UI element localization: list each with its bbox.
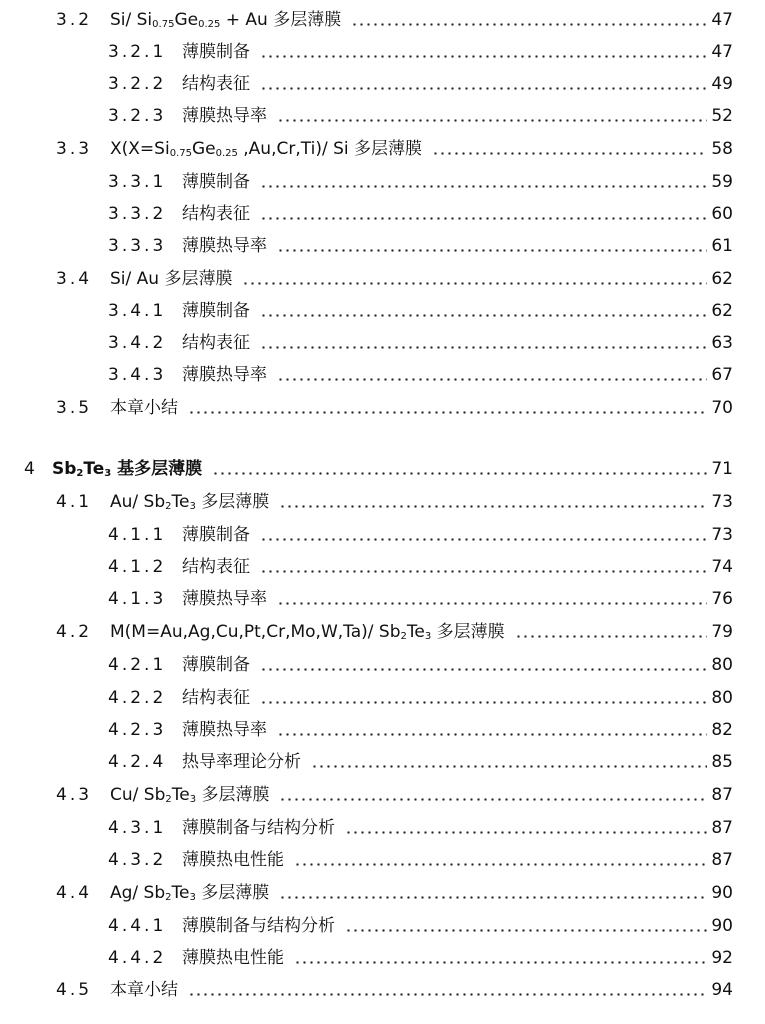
dot-leader <box>188 411 707 414</box>
toc-row[interactable] <box>0 553 765 581</box>
toc-page-number: 71 <box>711 459 733 479</box>
dot-leader <box>294 961 707 964</box>
toc-title: 薄膜制备 <box>182 525 250 545</box>
toc-row[interactable] <box>0 944 765 972</box>
toc-title: $Sb_2Te_3$ 基多层薄膜 <box>52 459 203 479</box>
toc-title: 本章小结 <box>110 398 178 418</box>
toc-page-number: 74 <box>711 557 733 577</box>
dot-leader <box>260 570 707 573</box>
dot-leader <box>311 765 707 768</box>
toc-title: Si/ Au 多层薄膜 <box>110 269 233 289</box>
toc-number: 4.3.2 <box>108 850 167 870</box>
toc-number: 4.2 <box>56 622 93 642</box>
toc-number: 4.2.4 <box>108 752 167 772</box>
toc-title: 薄膜制备 <box>182 655 250 675</box>
toc-page-number: 94 <box>711 980 733 1000</box>
toc-title: 热导率理论分析 <box>182 752 301 772</box>
toc-number: 4.1.3 <box>108 589 167 609</box>
dot-leader <box>188 993 707 996</box>
toc-title: 薄膜热电性能 <box>182 948 284 968</box>
dot-leader <box>277 378 707 381</box>
toc-page-number: 76 <box>711 589 733 609</box>
dot-leader <box>294 863 707 866</box>
toc-page-number: 70 <box>711 398 733 418</box>
toc-number: 3.3 <box>56 139 93 159</box>
toc-page-number: 90 <box>711 916 733 936</box>
toc-row[interactable] <box>0 102 765 130</box>
toc-row[interactable] <box>0 6 765 34</box>
toc-page-number: 82 <box>711 720 733 740</box>
toc-number: 4.3.1 <box>108 818 167 838</box>
toc-page-number: 92 <box>711 948 733 968</box>
toc-title: 薄膜热导率 <box>182 720 267 740</box>
dot-leader <box>260 346 707 349</box>
toc-chapter-row[interactable] <box>0 455 765 483</box>
toc-title: $X(X=Si_{0.75}Ge_{0.25}$ ,Au,Cr,Ti)/ Si 多层薄膜 <box>110 139 423 159</box>
toc-number: 3.3.1 <box>108 172 167 192</box>
toc-number: 4.2.1 <box>108 655 167 675</box>
dot-leader <box>345 831 707 834</box>
toc-number: 4.1.1 <box>108 525 167 545</box>
toc-title: Ag/ $Sb_2Te_3$ 多层薄膜 <box>110 883 270 903</box>
dot-leader <box>277 119 707 122</box>
toc-row[interactable] <box>0 846 765 874</box>
dot-leader <box>351 23 707 26</box>
toc-number: 3.4.3 <box>108 365 167 385</box>
toc-row[interactable] <box>0 585 765 613</box>
toc-title: 薄膜制备与结构分析 <box>182 916 335 936</box>
dot-leader <box>345 929 707 932</box>
toc-number: 3.2.1 <box>108 42 167 62</box>
toc-page-number: 87 <box>711 818 733 838</box>
dot-leader <box>260 55 707 58</box>
toc-row[interactable] <box>0 135 765 163</box>
toc-page-number: 62 <box>711 301 733 321</box>
toc-page-number: 80 <box>711 688 733 708</box>
toc-number: 3.2.3 <box>108 106 167 126</box>
toc-page-number: 61 <box>711 236 733 256</box>
toc-row[interactable] <box>0 394 765 422</box>
toc-title: 薄膜热导率 <box>182 236 267 256</box>
toc-row[interactable] <box>0 232 765 260</box>
toc-title: 薄膜制备 <box>182 42 250 62</box>
dot-leader <box>260 217 707 220</box>
toc-title: 本章小结 <box>110 980 178 1000</box>
toc-page-number: 73 <box>711 492 733 512</box>
toc-title: 薄膜热电性能 <box>182 850 284 870</box>
toc-number: 4.5 <box>56 980 93 1000</box>
toc-number: 4.2.2 <box>108 688 167 708</box>
toc-page-number: 67 <box>711 365 733 385</box>
toc-title: Cu/ $Sb_2Te_3$ 多层薄膜 <box>110 785 270 805</box>
dot-leader <box>260 185 707 188</box>
toc-number: 3.4.2 <box>108 333 167 353</box>
dot-leader <box>279 798 707 801</box>
toc-title: 结构表征 <box>182 557 250 577</box>
toc-row[interactable] <box>0 265 765 293</box>
toc-row[interactable] <box>0 912 765 940</box>
toc-number: 4.1 <box>56 492 93 512</box>
toc-row[interactable] <box>0 781 765 809</box>
toc-title: 结构表征 <box>182 204 250 224</box>
toc-number: 3.2 <box>56 10 93 30</box>
toc-page-number: 73 <box>711 525 733 545</box>
toc-number: 3.3.3 <box>108 236 167 256</box>
toc-number: 4.3 <box>56 785 93 805</box>
toc-number: 4.4.2 <box>108 948 167 968</box>
toc-page-number: 90 <box>711 883 733 903</box>
dot-leader <box>277 249 707 252</box>
toc-page-number: 62 <box>711 269 733 289</box>
toc-row[interactable] <box>0 651 765 679</box>
toc-page-number: 47 <box>711 10 733 30</box>
toc-row[interactable] <box>0 200 765 228</box>
dot-leader <box>279 896 707 899</box>
dot-leader <box>260 668 707 671</box>
toc-page-number: 85 <box>711 752 733 772</box>
toc-number: 4.2.3 <box>108 720 167 740</box>
toc-title: M(M=Au,Ag,Cu,Pt,Cr,Mo,W,Ta)/ $Sb_2Te_3$ 多层薄膜 <box>110 622 505 642</box>
toc-title: 薄膜制备 <box>182 172 250 192</box>
toc-number: 3.2.2 <box>108 74 167 94</box>
toc-page-number: 87 <box>711 785 733 805</box>
dot-leader <box>260 314 707 317</box>
dot-leader <box>212 472 707 475</box>
toc-row[interactable] <box>0 879 765 907</box>
toc-row[interactable] <box>0 716 765 744</box>
toc-title: 薄膜制备 <box>182 301 250 321</box>
toc-page-number: 87 <box>711 850 733 870</box>
toc-title: Si/ $Si_{0.75}Ge_{0.25} + Au$ 多层薄膜 <box>110 10 342 30</box>
dot-leader <box>277 602 707 605</box>
toc-page-number: 47 <box>711 42 733 62</box>
toc-title: 结构表征 <box>182 688 250 708</box>
dot-leader <box>242 282 707 285</box>
toc-row[interactable] <box>0 976 765 1004</box>
dot-leader <box>279 505 707 508</box>
toc-title: 薄膜热导率 <box>182 365 267 385</box>
toc-title: 薄膜热导率 <box>182 589 267 609</box>
toc-page-number: 59 <box>711 172 733 192</box>
toc-row[interactable] <box>0 361 765 389</box>
toc-row[interactable] <box>0 814 765 842</box>
toc-title: Au/ $Sb_2Te_3$ 多层薄膜 <box>110 492 270 512</box>
dot-leader <box>260 701 707 704</box>
dot-leader <box>260 538 707 541</box>
toc-row[interactable] <box>0 168 765 196</box>
toc-row[interactable] <box>0 488 765 516</box>
toc-number: 4.4 <box>56 883 93 903</box>
toc-page-number: 52 <box>711 106 733 126</box>
dot-leader <box>432 152 707 155</box>
toc-page-number: 63 <box>711 333 733 353</box>
toc-row[interactable] <box>0 684 765 712</box>
toc-page-number: 79 <box>711 622 733 642</box>
toc-number: 3.4 <box>56 269 93 289</box>
toc-number: 3.5 <box>56 398 93 418</box>
dot-leader <box>277 733 707 736</box>
toc-number: 4.4.1 <box>108 916 167 936</box>
toc-row[interactable] <box>0 521 765 549</box>
dot-leader <box>515 635 707 638</box>
toc-row[interactable] <box>0 618 765 646</box>
toc-page-number: 58 <box>711 139 733 159</box>
toc-page-number: 80 <box>711 655 733 675</box>
toc-row[interactable] <box>0 38 765 66</box>
toc-page-number: 49 <box>711 74 733 94</box>
toc-row[interactable] <box>0 329 765 357</box>
toc-title: 薄膜制备与结构分析 <box>182 818 335 838</box>
toc-title: 薄膜热导率 <box>182 106 267 126</box>
dot-leader <box>260 87 707 90</box>
toc-row[interactable] <box>0 70 765 98</box>
toc-number: 3.3.2 <box>108 204 167 224</box>
toc-title: 结构表征 <box>182 333 250 353</box>
toc-number: 4 <box>24 459 38 479</box>
toc-row[interactable] <box>0 748 765 776</box>
toc-page-number: 60 <box>711 204 733 224</box>
toc-row[interactable] <box>0 297 765 325</box>
toc-title: 结构表征 <box>182 74 250 94</box>
toc-number: 4.1.2 <box>108 557 167 577</box>
toc-number: 3.4.1 <box>108 301 167 321</box>
